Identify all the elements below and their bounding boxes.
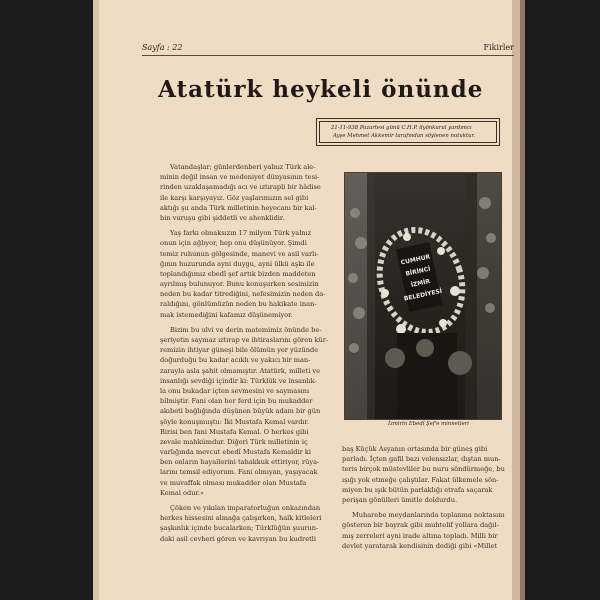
section-name: Fikirler	[483, 43, 514, 52]
text-line: ben onların hayallerini tahakkuk ettiriyor, rüya-	[160, 458, 320, 467]
text-line: teris birçok müstevliler bu nuru söndürmeğe, bu	[342, 465, 505, 474]
wreath-photo	[344, 172, 502, 420]
paragraph	[160, 503, 332, 544]
text-line: la onu bukadar içten sevmesini ve saymasını	[160, 386, 310, 395]
speech-info-box	[316, 118, 500, 146]
text-line: ile karşı karşıyayız. Göz yaşlarımızın sel gibi	[160, 193, 309, 202]
monument-wreath-image	[345, 173, 501, 419]
page-number: Sayfa : 22	[142, 43, 183, 52]
text-line: remizin ihtiyar güneşi bile ölümün yer yüzünde	[160, 346, 319, 355]
text-line: zevale mahkûmdur. Diğeri Türk milletinin iç	[160, 437, 308, 446]
text-line: doğurduğu bu kadar acıklı ve yakıcı bir man-	[160, 356, 311, 365]
speech-info-line-1: 21-11-938 Pazartesi günü C.H.P. ilyönkurul yardımcı	[331, 125, 472, 131]
text-line: Birisi ben fani Mustafa Kemal. O herkes gibi	[160, 427, 309, 436]
text-line: Yaş farkı olmaksızın 17 milyon Türk yalnız	[170, 229, 312, 238]
text-line: varlığında mevcut ebedî Mustafa Kemaldir ki	[160, 448, 311, 457]
page-header	[142, 41, 514, 55]
text-line: insanlığı sevdiği içindir ki: Türklük ve insanlık-	[160, 376, 317, 385]
text-line: ışığı yok etmeğe çalıştılar. Fakat ülkemele sön-	[342, 475, 499, 484]
text-line: onun için ağlıyor, hep onu düşünüyor. Şimdi	[160, 239, 307, 248]
text-line: akıbeti bağlığında düşünen büyük adam bir gün	[160, 407, 321, 416]
binding-shadow	[520, 0, 525, 600]
wreath-ribbon-text: CUMHUR	[400, 253, 431, 267]
text-line: parladı. İçten gafil bazı velensızlar, dıştan mun-	[342, 455, 501, 464]
wreath-ribbon-text: BELEDİYESİ	[403, 287, 443, 303]
text-line: herkes hissesini almağa çalışırken, halk kitleleri	[160, 514, 322, 523]
text-line: Bizim bu ulvi ve derin matemimiz önünde be-	[170, 325, 322, 334]
text-line: Çöken ve yıkılan imparatorluğun enkazından	[170, 504, 321, 512]
text-line: şeriyetin saymaz ıztırap ve ihtiraslarını gören kür-	[160, 336, 329, 344]
photo-caption: İzmirin Ebedî Şef'e minnetleri	[388, 421, 469, 427]
right-text-column	[342, 444, 510, 551]
text-line: ayrılmış bulunuyor. Bunu konuşurken sesimizin	[160, 280, 319, 289]
text-line: şöyle konuşmuştu: İki Mustafa Kemal vardır.	[160, 417, 310, 426]
wreath-ribbon-text: BİRİNCİ	[404, 265, 432, 278]
text-line: ğının huzurunda ayni duygu, ayni ülkü aşkı ile	[160, 259, 315, 268]
page-edge	[93, 0, 99, 600]
text-line: gösteren bir bayrak gibi muhtelif yollara dağıl-	[342, 521, 499, 530]
text-line: ve muvaffak olması mukadder olan Mustafa	[160, 478, 307, 487]
text-line: larını temsil ediyorum. Fani olmıyan, yaşıyacak	[160, 468, 318, 477]
text-line: Muharebe meydanlarında toplanma noktasını	[352, 511, 505, 520]
text-line: temiz ruhunun gölgesinde, manevi ve asil varlı-	[160, 249, 319, 258]
text-line: aktığı şu anda Türk milletinin heyecanı bir kal-	[160, 203, 317, 212]
wreath-ribbon-text: İZMİR	[410, 278, 431, 289]
text-line: miyen bu ışık bütün parlaklığı etrafa saçarak	[342, 485, 493, 494]
text-line: perişan gönülleri ümitle doldurdu.	[342, 495, 458, 504]
paragraph	[342, 444, 510, 505]
text-line: Kemal odur.»	[160, 488, 205, 497]
paragraph	[160, 325, 332, 498]
text-line: bin vuruşu gibi şiddetli ve ahenklidir.	[160, 213, 285, 222]
text-line: Vatandaşlar; günlerdenberi yalnız Türk ale-	[170, 163, 316, 171]
text-line: devlet yaratarak kendisinin dediği gibi «Millet	[342, 541, 498, 550]
text-line: minin değil insan ve medeniyet dünyasının tesi-	[160, 173, 320, 182]
text-line: neden bu kadar titrediğini, nefesimizin neden da-	[160, 290, 326, 299]
text-line: mış zerreleri ayni irade altına topladı. Milli bir	[342, 531, 498, 540]
text-line: zarayla asla şahit olmamıştır. Atatürk, milleti ve	[160, 366, 321, 375]
text-line: raldığını, gönlümüzün neden bu hakikate inan-	[160, 300, 317, 309]
header-rule	[142, 55, 514, 56]
paragraph	[160, 162, 332, 223]
text-line: mak istemediğini kafamız düşünemiyor.	[160, 310, 293, 319]
paragraph	[160, 228, 332, 320]
speech-info-line-2: Ayşe Mehmet Akkemir tarafından söylenen nutuktur.	[333, 133, 476, 139]
text-line: rinden uzaklaşamadığı acı ve ıztırapli bir hâdise	[160, 183, 321, 192]
text-line: şaşkınlık içinde bucalarken; Türklüğün şuurun-	[160, 524, 319, 533]
article-title: Atatürk heykeli önünde	[158, 76, 484, 103]
text-line: toplandığımız ebedî şef artık bizden maddeten	[160, 269, 316, 278]
text-line: baş Küçük Asyanın ortasında bir güneş gibi	[342, 445, 488, 453]
text-line: daki asil cevheri gören ve kavrıyan bu kudretli	[160, 534, 316, 543]
paragraph	[342, 510, 510, 551]
text-line: bilmiştir. Fani olan her ferd için bu mukadder	[160, 397, 313, 406]
left-text-column	[160, 162, 332, 544]
